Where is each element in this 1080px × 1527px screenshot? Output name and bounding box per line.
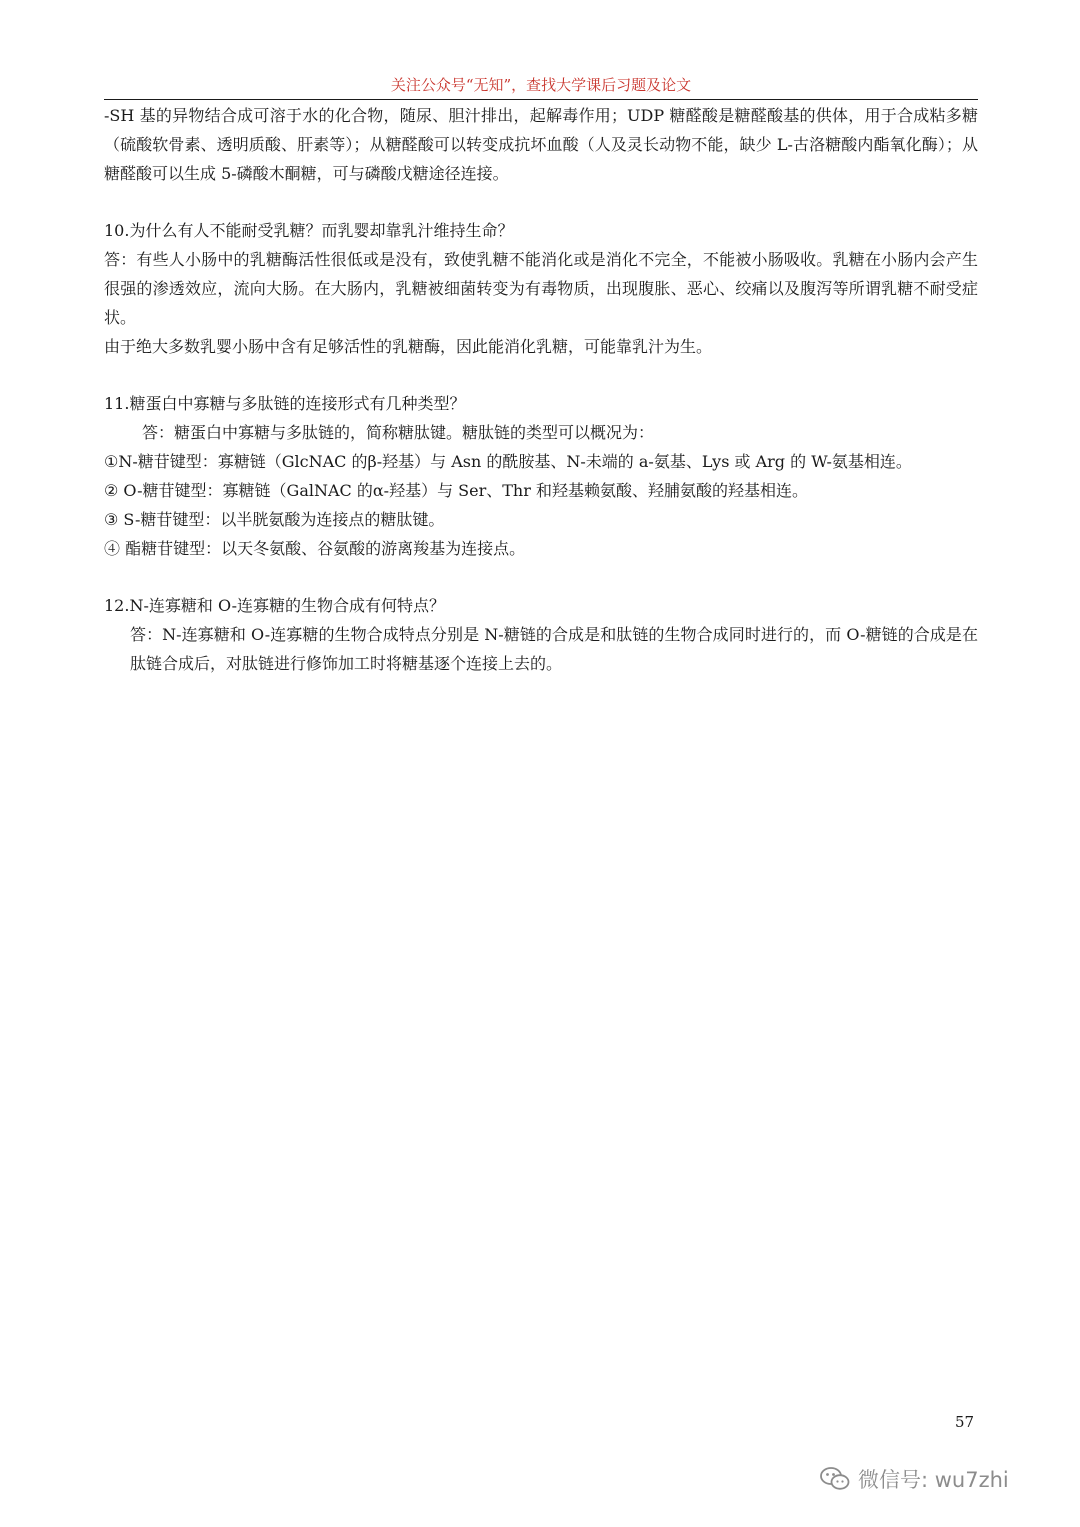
wechat-icon — [820, 1466, 850, 1492]
paragraph-gap — [104, 188, 978, 216]
answer-12: 答：N-连寡糖和 O-连寡糖的生物合成特点分别是 N-糖链的合成是和肽链的生物合成同时进行的，而 O-糖链的合成是在肽链合成后，对肽链进行修饰加工时将糖基逐个连接上去的。 — [130, 625, 978, 673]
header-divider — [104, 99, 978, 100]
answer-11-item-2: ② O-糖苷键型：寡糖链（GalNAC 的α-羟基）与 Ser、Thr 和羟基赖氨酸、羟脯氨酸的羟基相连。 — [104, 481, 808, 500]
answer-11-item-3: ③ S-糖苷键型：以半胱氨酸为连接点的糖肽键。 — [104, 510, 445, 529]
wechat-watermark — [820, 1462, 1009, 1496]
question-10: 10.为什么有人不能耐受乳糖？而乳婴却靠乳汁维持生命？ — [104, 221, 514, 240]
paragraph-gap — [104, 361, 978, 389]
answer-11-item-1: ①N-糖苷键型：寡糖链（GlcNAC 的β-羟基）与 Asn 的酰胺基、N-未端的 a-氨基、Lys 或 Arg 的 W-氨基相连。 — [104, 452, 912, 471]
watermark-text: 微信号: wu7zhi — [858, 1468, 1009, 1492]
document-body — [104, 101, 978, 678]
answer-11-intro: 答：糖蛋白中寡糖与多肽链的，简称糖肽键。糖肽链的类型可以概况为： — [142, 423, 655, 442]
answer-10-part-2: 由于绝大多数乳婴小肠中含有足够活性的乳糖酶，因此能消化乳糖，可能靠乳汁为生。 — [104, 337, 713, 356]
answer-11-item-4: ④ 酯糖苷键型：以天冬氨酸、谷氨酸的游离羧基为连接点。 — [104, 539, 526, 558]
paragraph-gap — [104, 563, 978, 591]
page-number: 57 — [955, 1413, 975, 1431]
page-header: 关注公众号“无知”，查找大学课后习题及论文 — [390, 76, 692, 94]
question-11: 11.糖蛋白中寡糖与多肽链的连接形式有几种类型？ — [104, 394, 466, 413]
continuation-paragraph: -SH 基的异物结合成可溶于水的化合物，随尿、胆汁排出，起解毒作用；UDP 糖醛酸是糖醛酸基的供体，用于合成粘多糖（硫酸软骨素、透明质酸、肝素等）；从糖醛酸可以转变成抗坏血酸（人及灵长动物不能，缺少 L-古洛糖酸内酯氧化酶）；从糖醛酸可以生成 5-磷酸木酮糖，可与磷酸戊糖途径连接。 — [104, 106, 978, 183]
answer-10-part-1: 答：有些人小肠中的乳糖酶活性很低或是没有，致使乳糖不能消化或是消化不完全，不能被小肠吸收。乳糖在小肠内会产生很强的渗透效应，流向大肠。在大肠内，乳糖被细菌转变为有毒物质，出现腹胀、恶心、绞痛以及腹泻等所谓乳糖不耐受症状。 — [104, 250, 978, 327]
question-12: 12.N-连寡糖和 O-连寡糖的生物合成有何特点？ — [104, 596, 446, 615]
